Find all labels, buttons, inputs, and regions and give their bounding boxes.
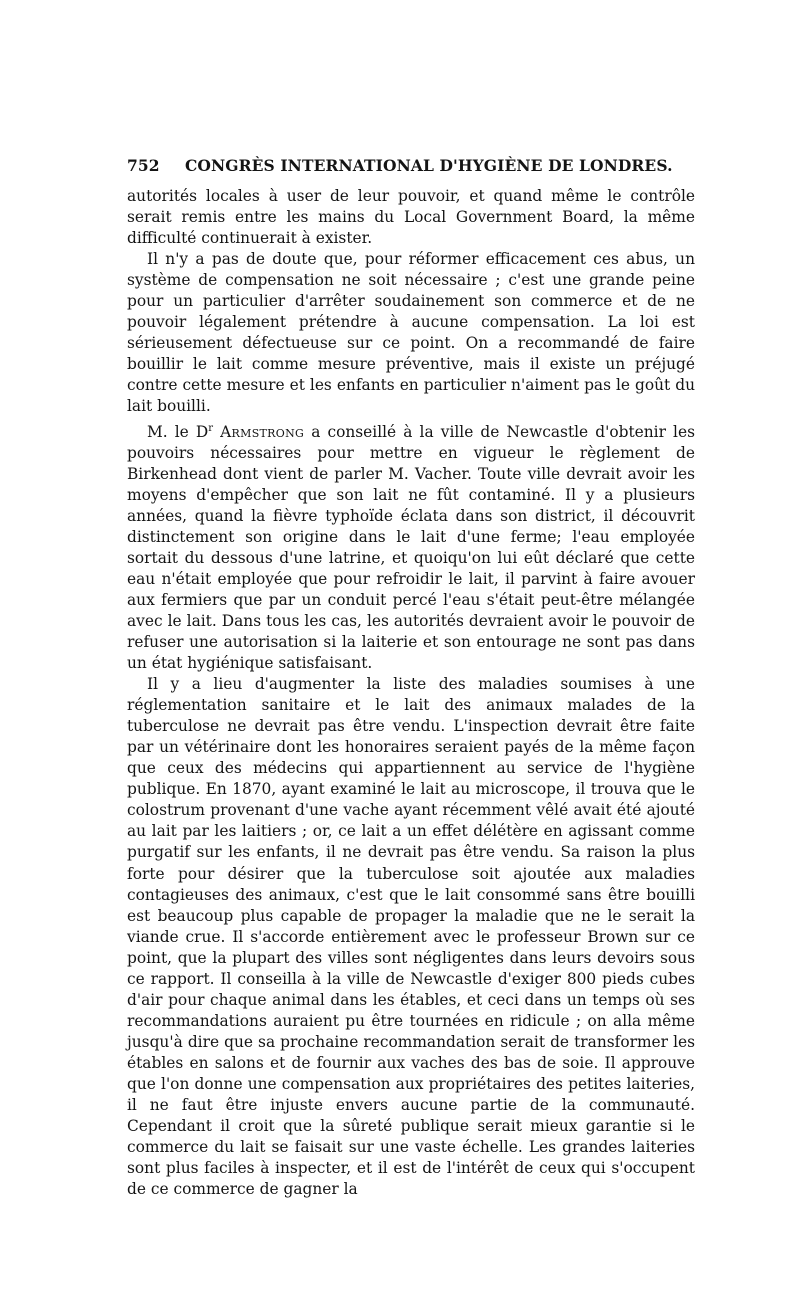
running-title: CONGRÈS INTERNATIONAL D'HYGIÈNE DE LONDRES. xyxy=(185,156,673,175)
body-text xyxy=(127,186,695,1200)
speaker-title-superscript: r xyxy=(208,422,214,434)
paragraph-3 xyxy=(127,422,695,675)
paragraph-3-text: a conseillé à la ville de Newcastle d'obtenir les pouvoirs nécessaires pour mettre en vigueur le règlement de Birkenhead dont vient de parler M. Vacher. Toute ville devrait avoir les moyens d'empêcher que son lait ne fût contaminé. Il y a plusieurs années, quand la fièvre typhoïde éclata dans son district, il découvrit distinctement son origine dans le lait d'une ferme; l'eau employée sortait du dessous d'une latrine, et quoiqu'on lui eût déclaré que cette eau n'était employée que pour refroidir le lait, il parvint à faire avouer aux fermiers que par un conduit percé l'eau s'était peut-être mélangée avec le lait. Dans tous les cas, les autorités devraient avoir le pouvoir de refuser une autorisation si la laiterie et son entourage ne sont pas dans un état hygiénique satisfaisant. xyxy=(127,422,695,673)
running-header xyxy=(127,156,695,175)
document-page xyxy=(127,156,695,1200)
paragraph-1: autorités locales à user de leur pouvoir, et quand même le contrôle serait remis entre les mains du Local Government Board, la même difficulté continuerait à exister. xyxy=(127,187,695,248)
speaker-title: M. le D xyxy=(147,422,209,441)
paragraph-2: Il n'y a pas de doute que, pour réformer efficacement ces abus, un système de compensation ne soit nécessaire ; c'est une grande peine pour un particulier d'arrêter soudainement son commerce et de ne pouvoir légalement prétendre à aucune compensation. La loi est sérieusement défectueuse sur ce point. On a recommandé de faire bouillir le lait comme mesure préventive, mais il existe un préjugé contre cette mesure et les enfants en particulier n'aiment pas le goût du lait bouilli. xyxy=(127,250,695,416)
paragraph-4: Il y a lieu d'augmenter la liste des maladies soumises à une réglementation sanitaire et le lait des animaux malades de la tuberculose ne devrait pas être vendu. L'inspection devrait être faite par un vétérinaire dont les honoraires seraient payés de la même façon que ceux des médecins qui appartiennent au service de l'hygiène publique. En 1870, ayant examiné le lait au microscope, il trouva que le colostrum provenant d'une vache ayant récemment vêlé avait été ajouté au lait par les laitiers ; or, ce lait a un effet délétère en agissant comme purgatif sur les enfants, il ne devrait pas être vendu. Sa raison la plus forte pour désirer que la tuberculose soit ajoutée aux maladies contagieuses des animaux, c'est que le lait consommé sans être bouilli est beaucoup plus capable de propager la maladie que ne le serait la viande crue. Il s'accorde entièrement avec le professeur Brown sur ce point, que la plupart des villes sont négligentes dans leurs devoirs sous ce rapport. Il conseilla à la ville de Newcastle d'exiger 800 pieds cubes d'air pour chaque animal dans les étables, et ceci dans un temps où ses recommandations auraient pu être tournées en ridicule ; on alla même jusqu'à dire que sa prochaine recommandation serait de transformer les étables en salons et de fournir aux vaches des bas de soie. Il approuve que l'on donne une compensation aux propriétaires des petites laiteries, il ne faut être injuste envers aucune partie de la communauté. Cependant il croit que la sûreté publique serait mieux garantie si le commerce du lait se faisait sur une vaste échelle. Les grandes laiteries sont plus faciles à inspecter, et il est de l'intérêt de ceux qui s'occupent de ce commerce de gagner la xyxy=(127,675,695,1199)
page-number: 752 xyxy=(127,156,160,175)
speaker-name: Armstrong xyxy=(220,422,305,441)
